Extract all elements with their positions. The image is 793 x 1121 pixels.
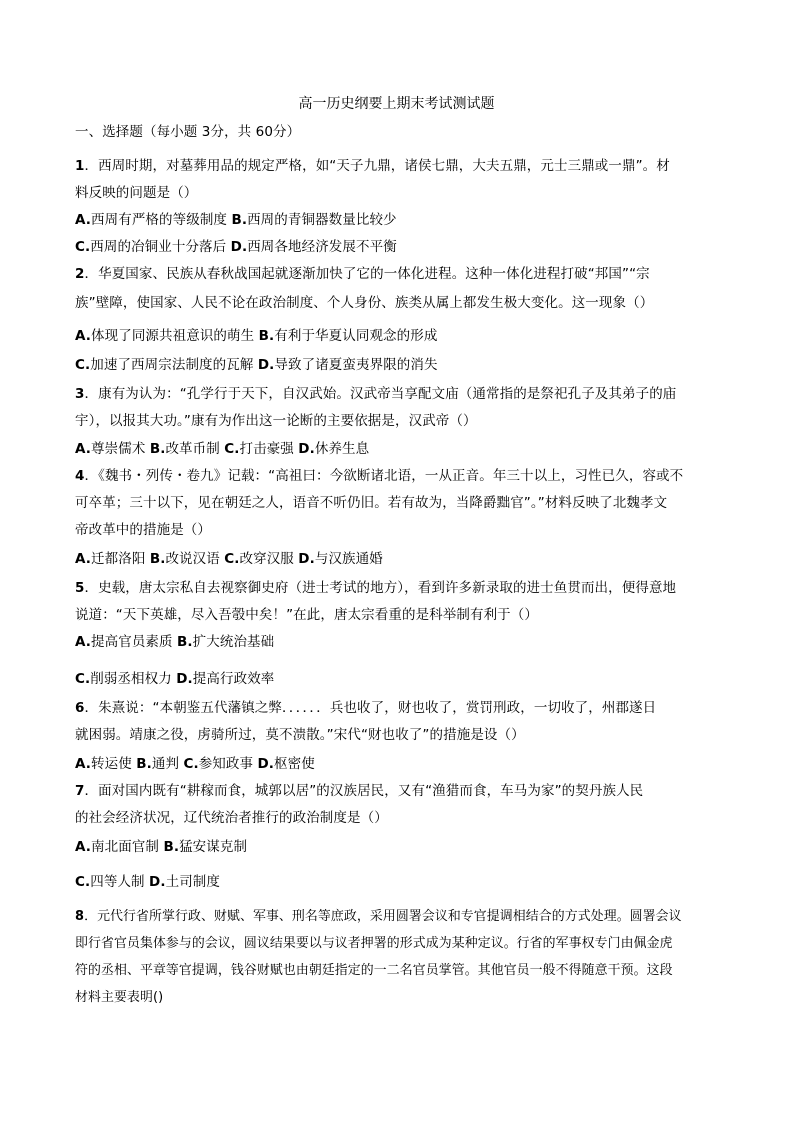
question-text: ．朱熹说：“本朝鉴五代藩镇之弊．．．．．．兵也收了，财也收了，赏罚刑政，一切收了，州郡遂日 [84,700,657,716]
option-c-letter: C. [224,441,240,457]
option-a-letter: A. [75,756,92,772]
option-d-letter: D. [257,756,275,772]
option-b-text: 猛安谋克制 [179,839,248,855]
question-text: ．史载，唐太宗私自去视察御史府（进士考试的地方），看到许多新录取的进士鱼贯而出，便得意地 [84,580,677,596]
question-5-options-line-1 [75,633,274,651]
option-b-text: 改说汉语 [165,551,225,567]
option-a-text: 迁都洛阳 [91,551,150,567]
option-c-text: 西周的冶铜业十分落后 [90,239,231,255]
option-b-letter: B. [149,441,166,457]
option-d-letter: D. [149,874,166,890]
question-6-stem-line-1 [75,699,656,717]
question-text: ．西周时期，对墓葬用品的规定严格，如“天子九鼎，诸侯七鼎，大夫五鼎，元士三鼎或一鼎”。材 [84,158,670,174]
option-a-text: 尊崇儒术 [91,441,150,457]
option-a-text: 提高官员素质 [91,634,178,650]
question-number: 6 [75,700,85,716]
question-text: ．面对国内既有“耕稼而食，城郭以居”的汉族居民，又有“渔猎而食，车马为家”的契丹族人民 [84,783,644,799]
question-7-options-line-2 [75,873,220,891]
option-b-text: 西周的青铜器数量比较少 [247,212,397,228]
question-5-stem-line-1 [75,579,676,597]
question-number: 3 [75,386,85,402]
section-heading: 一、选择题（每小题 3分，共 60分） [75,124,301,140]
question-4-stem-line-3: 帝改革中的措施是（） [75,522,211,538]
question-8-stem-line-1 [75,908,682,926]
option-b-letter: B. [231,212,248,228]
option-a-text: 体现了同源共祖意识的萌生 [91,328,259,344]
question-1-options-line-1 [75,211,397,229]
question-number: 8 [75,909,85,924]
option-b-letter: B. [163,839,180,855]
question-number: 7 [75,783,85,799]
question-3-options-line [75,440,369,458]
option-c-text: 参知政事 [198,756,258,772]
option-d-text: 休养生息 [314,441,370,457]
option-a-text: 西周有严格的等级制度 [91,212,232,228]
option-d-letter: D. [230,239,248,255]
option-d-text: 提高行政效率 [192,671,275,687]
option-b-text: 通判 [151,756,184,772]
option-c-letter: C. [224,551,240,567]
option-b-letter: B. [136,756,152,772]
option-a-letter: A. [75,441,92,457]
question-7-stem-line-2: 的社会经济状况，辽代统治者推行的政治制度是（） [75,810,388,826]
option-d-text: 枢密使 [274,756,315,772]
question-text: ．《魏书・列传・卷九》记载：“高祖曰：今欲断诸北语，一从正音。年三十以上，习性已久，容或不 [84,468,684,484]
question-number: 1 [75,158,85,174]
option-b-text: 有利于华夏认同观念的形成 [274,328,438,344]
question-3-stem-line-2: 宇），以报其大功。”康有为作出这一论断的主要依据是，汉武帝（） [75,413,477,429]
option-c-letter: C. [75,671,91,687]
question-8-stem-line-3: 符的丞相、平章等官提调，钱谷财赋也由朝廷指定的一二名官员掌管。其他官员一般不得随意干预。这段 [75,963,673,978]
option-b-letter: B. [149,551,166,567]
question-1-stem-line-2: 料反映的问题是（） [75,185,198,201]
option-c-text: 加速了西周宗法制度的瓦解 [90,357,258,373]
question-2-stem-line-2: 族”壁障，使国家、人民不论在政治制度、个人身份、族类从属上都发生极大变化。这一现象（） [75,295,654,311]
question-text: ．康有为认为：“孔学行于天下，自汉武始。汉武帝当享配文庙（通常指的是祭祀孔子及其弟子的庙 [84,386,677,402]
option-d-letter: D. [176,671,193,687]
option-a-letter: A. [75,212,92,228]
question-7-options-line-1 [75,838,247,856]
option-a-text: 南北面官制 [91,839,164,855]
option-d-text: 西周各地经济发展不平衡 [247,239,397,255]
option-c-text: 削弱丞相权力 [90,671,177,687]
question-1-stem-line-1 [75,157,670,175]
question-6-options-line [75,755,315,773]
question-1-options-line-2 [75,238,397,256]
option-c-text: 打击豪强 [239,441,299,457]
question-number: 4 [75,468,85,484]
option-b-letter: B. [177,634,193,650]
option-a-letter: A. [75,551,92,567]
question-6-stem-line-2: 就困弱。靖康之役，虏骑所过，莫不溃散。”宋代“财也收了”的措施是设（） [75,727,525,743]
question-2-options-line-1 [75,327,437,345]
question-2-stem-line-1 [75,265,650,283]
question-2-options-line-2 [75,356,438,374]
option-d-text: 与汉族通婚 [314,551,383,567]
option-a-letter: A. [75,839,92,855]
question-number: 5 [75,580,85,596]
question-8-stem-line-4: 材料主要表明() [75,990,164,1005]
option-d-text: 土司制度 [165,874,220,890]
option-c-letter: C. [75,357,91,373]
option-c-letter: C. [75,239,91,255]
option-c-text: 四等人制 [90,874,150,890]
option-c-letter: C. [183,756,199,772]
option-b-letter: B. [258,328,275,344]
option-a-letter: A. [75,328,92,344]
option-b-text: 改革币制 [165,441,225,457]
question-5-options-line-2 [75,670,274,688]
question-8-stem-line-2: 即行省官员集体参与的会议，圆议结果要以与议者押署的形式成为某种定议。行省的军事权专门由佩金虎 [75,936,673,951]
question-7-stem-line-1 [75,782,643,800]
question-4-stem-line-1 [75,467,683,485]
option-a-letter: A. [75,634,92,650]
option-c-letter: C. [75,874,91,890]
option-a-text: 转运使 [91,756,137,772]
option-d-letter: D. [298,441,315,457]
question-text: ．华夏国家、民族从春秋战国起就逐渐加快了它的一体化进程。这种一体化进程打破“邦国”“宗 [84,266,650,282]
question-text: ．元代行省所掌行政、财赋、军事、刑名等庶政，采用圆署会议和专官提调相结合的方式处理。圆署会议 [84,909,682,924]
question-number: 2 [75,266,85,282]
question-4-stem-line-2: 可卒革；三十以下，见在朝廷之人，语音不听仍旧。若有故为，当降爵黜官”。”材料反映了北魏孝文 [75,495,668,511]
option-d-letter: D. [298,551,315,567]
option-d-letter: D. [257,357,275,373]
option-b-text: 扩大统治基础 [192,634,275,650]
page-title: 高一历史纲要上期末考试测试题 [298,96,495,112]
question-4-options-line [75,550,383,568]
option-c-text: 改穿汉服 [239,551,299,567]
question-5-stem-line-2: 说道：“天下英雄，尽入吾彀中矣！”在此，唐太宗看重的是科举制有利于（） [75,607,538,623]
option-d-text: 导致了诸夏蛮夷界限的消失 [274,357,438,373]
question-3-stem-line-1 [75,385,676,403]
